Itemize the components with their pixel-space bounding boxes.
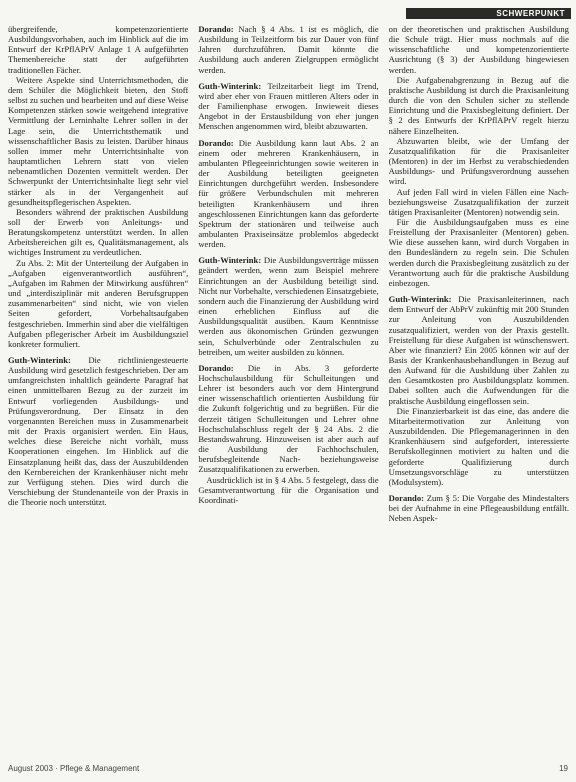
paragraph-text: Weitere Aspekte sind Unterrichtsmethoden, die dem Schüler die Möglichkeit bieten, den Stoff selbst zu suchen und bearbeiten und auf diese Weise Kompetenzen stärken sowie weitgehend integrative Vermittlung der Lerninhalte Lehrer sollen in der Lage sein, die Unterrichtsthematik und wissenschaftlicher Basis zu leisten. Darüber hinaus sollen immer mehr Unterrichtsinhalte von hauptamtlichen Lehrern statt von vielen nebenamtlichen Dozenten vermittelt werden. Der Schwerpunkt der Unterrichtsinhalte liegt sehr viel stärker als in der Vergangenheit auf gesundheitspflegerischen Aspekten. xyxy=(8,74,189,207)
article-body xyxy=(8,24,569,759)
paragraph-text: Teilzeitarbeit liegt im Trend, wird aber eher von Frauen mittleren Alters oder in der Familienphase erwogen. Inwieweit dieses Angebot in der Erstausbildung von eher jungen Menschen angenommen wird, bleibt abzuwarten. xyxy=(198,80,379,132)
paragraph xyxy=(8,75,188,207)
speaker-name: Guth-Winterink: xyxy=(198,255,262,266)
paragraph xyxy=(198,255,378,357)
paragraph xyxy=(8,355,188,507)
paragraph xyxy=(8,24,188,75)
paragraph xyxy=(198,24,378,75)
paragraph-text: Die in Abs. 3 geforderte Hochschulausbildung für Schulleitungen und Lehrer ist besonders auch vor dem Hintergrund einer wissenschaftlich orientierten Ausbildung für die Zukunft folgerichtig und zu begrüßen. Für die derzeit tätigen Schulleitungen und Lehrer ohne Hochschulabschluss regelt der § 24 Abs. 2 die Bestandswahrung. Hinzuweisen ist aber auch auf die Ausbildung der Fachhochschulen, berufsbegleitende Nach- beziehungsweise Zusatzqualifikationen zu erwerben. xyxy=(198,362,379,475)
column-3 xyxy=(389,24,569,759)
paragraph xyxy=(389,136,569,187)
paragraph-text: Die Ausbildungsverträge müssen geändert werden, wenn zum Beispiel mehrere Einrichtungen an der Ausbildung beteiligt sind. Nicht nur Vorbehalte, verschiedenen Einsatzgebiete, sondern auch die Finanzierung der Ausbildung wird einen erheblichen Einfluss auf die Ausbildungsqualität ausüben. Kaum Kenntnisse werden aus ökonomischen Gründen gezwungen sein, Schulverbünde oder Zentralschulen zu betreiben, um weiter ausbilden zu können. xyxy=(198,255,379,357)
paragraph xyxy=(198,138,378,250)
paragraph-text: Zu Abs. 2: Mit der Unterteilung der Aufgaben in „Aufgaben eigenverantwortlich ausführen“, „Aufgaben im Rahmen der Mitwirkung ausführen“ und „interdisziplinär mit anderen Berufsgruppen zusammenarbeiten“ sind nicht, wie von vielen Seiten gefordert, Vorbehaltsaufgaben festgeschrieben. Immerhin sind aber die vielfältigen Aufgaben pflegerischer Arbeit im Ausbildungsziel konkreter formuliert. xyxy=(8,257,189,349)
speaker-name: Guth-Winterink: xyxy=(198,80,262,91)
paragraph-text: Für die Ausbildungsaufgaben muss es eine Freistellung der Praxisanleiter (Mentoren) geben. Wie diese aussehen kann, wird durch Vorgaben in den Bundesländern zu regeln sein. Die Schulen werden durch die Praxisbegleitung zusätzlich zu der Verantwortung auch für die praktische Ausbildung einbezogen. xyxy=(388,216,569,288)
paragraph xyxy=(198,363,378,475)
paragraph-text: Die richtliniengesteuerte Ausbildung wird gesetzlich festgeschrieben. Der am umfangreichsten inhaltlich geänderte Paragraf hat einen unmittelbaren Bezug zu der zurzeit im Entwurf vorliegenden Ausbildungs- und Prüfungsverordnung. Der Einsatz in den vorgenannten Bereichen muss in Zusammenarbeit mit der Praxis organisiert werden. Ein Haus, welches diese Bereiche nicht vorhält, muss Kooperationen eingehen. Im Hinblick auf die Einsatzplanung heißt das, dass der Auszubildenden den Kernbereichen der Krankenhäuser nicht mehr zur Verfügung stehen. Dies wird durch die Verschiebung der Stundenanteile von der Praxis in die Theorie noch unterstützt. xyxy=(8,355,189,508)
speaker-name: Guth-Winterink: xyxy=(388,294,452,305)
paragraph-text: Die Aufgabenabgrenzung in Bezug auf die praktische Ausbildung ist durch die Praxisanleitung durch die von den Schulen sicher zu stellende Einrichtung und die Praxisbegleitung definiert. Der § 2 des Entwurfs der KrPflAPrV regelt hierzu nähere Einzelheiten. xyxy=(388,74,569,136)
paragraph-text: Nach § 4 Abs. 1 ist es möglich, die Ausbildung in Teilzeitform bis zur Dauer von fünf Jahren durchzuführen. Damit könnte die Ausbildung auch anderen Zielgruppen ermöglicht werden. xyxy=(198,24,379,75)
paragraph-text: Ausdrücklich ist in § 4 Abs. 5 festgelegt, dass die Gesamtverantwortung für die Organisation und Koordinati- xyxy=(198,474,379,505)
paragraph xyxy=(389,294,569,406)
speaker-name: Guth-Winterink: xyxy=(8,355,71,365)
paragraph-text: on der theoretischen und praktischen Ausbildung die Schule trägt. Hier muss nochmals auf die wissenschaftliche und kompetenzorientierte Ausrichtung (§ 3) der Ausbildung hingewiesen werden. xyxy=(388,24,569,75)
paragraph xyxy=(389,187,569,217)
speaker-name: Dorando: xyxy=(198,137,234,148)
speaker-name: Dorando: xyxy=(198,362,234,373)
footer-publication: August 2003 · Pflege & Management xyxy=(8,763,140,773)
paragraph xyxy=(389,24,569,75)
paragraph-text: Die Finanzierbarkeit ist das eine, das andere die Mitarbeitermotivation zur Anleitung von Auszubildenden. Die Pflegemanagerinnen in den Krankenhäusern sind aufgefordert, interessierte Berufskolleginnen motiviert zu halten und die geforderte Qualifizierung durch Umsetzungsvorschläge zu unterstützen (Modulsystem). xyxy=(388,405,569,487)
paragraph xyxy=(389,406,569,487)
paragraph-text: übergreifende, kompetenzorientierte Ausbildungsvorhaben, auch im Hinblick auf die im Entwurf der KrPflAPrV Anlage 1 A aufgeführten Themenbereiche statt der aufgeführten traditionellen Fächer. xyxy=(8,24,189,75)
paragraph xyxy=(198,81,378,132)
paragraph xyxy=(389,493,569,523)
paragraph-text: Die Praxisanleiterinnen, nach dem Entwurf der AbPrV zukünftig mit 200 Stunden zur Anleitung von Auszubildenden zusatzqualifiziert, werden von der Praxis gestellt. Freistellung für diese Aufgaben ist wünschenswert. Aber wie finanziert? Ein 2005 können wir auf der Basis der Krankenhausbehandlungen in Bezug auf den Aufwand für die Ausbildung über Zahlen zu den Gesamtkosten pro Ausbildungsplatz kommen. Dabei sollten auch die Aufwendungen für die praktische Ausbildung eingeflossen sein. xyxy=(388,294,569,406)
paragraph-text: Besonders während der praktischen Ausbildung soll der Erwerb von Anleitungs- und Beratungskompetenz unterstützt werden. In allen Arbeitsbereichen gilt es, Qualitätsmanagement, als wichtiges Instrument zu verdeutlichen. xyxy=(8,206,189,258)
section-label: SCHWERPUNKT xyxy=(406,8,571,19)
column-1 xyxy=(8,24,188,759)
paragraph-text: Auf jeden Fall wird in vielen Fällen eine Nach- beziehungsweise Zusatzqualifikation der zurzeit tätigen Praxisanleiter (Mentoren) notwendig sein. xyxy=(388,186,569,217)
paragraph-text: Abzuwarten bleibt, wie der Umfang der Zusatzqualifikation für die Praxisanleiter (Mentoren) in der im Herbst zu verabschiedenden Ausbildungs- und Prüfungsverordnung aussehen wird. xyxy=(388,135,569,187)
speaker-name: Dorando: xyxy=(388,493,424,504)
paragraph xyxy=(8,258,188,349)
paragraph xyxy=(389,75,569,136)
paragraph xyxy=(8,207,188,258)
paragraph xyxy=(389,217,569,288)
paragraph xyxy=(198,475,378,505)
speaker-name: Dorando: xyxy=(198,24,234,34)
paragraph-text: Die Ausbildung kann laut Abs. 2 an einem oder mehreren Krankenhäusern, in ambulanten Pflegeeinrichtungen sowie weiteren in der Ausbildung beteiligten geeigneten Einrichtungen durchgeführt werden. Insbesondere für größere Verbundschulen mit mehreren beteiligten Krankenhäusern und ihren angeschlossenen Einrichtungen kann das geforderte Spektrum der stationären und teilweise auch ambulanten Praxiseinsätze problemlos abgedeckt werden. xyxy=(198,137,379,250)
page-number: 19 xyxy=(559,763,568,773)
page-footer xyxy=(8,762,568,774)
paragraph-text: Zum § 5: Die Vorgabe des Mindestalters bei der Aufnahme in eine Pflegeausbildung entfällt. Neben Aspek- xyxy=(388,493,569,524)
column-2 xyxy=(198,24,378,759)
